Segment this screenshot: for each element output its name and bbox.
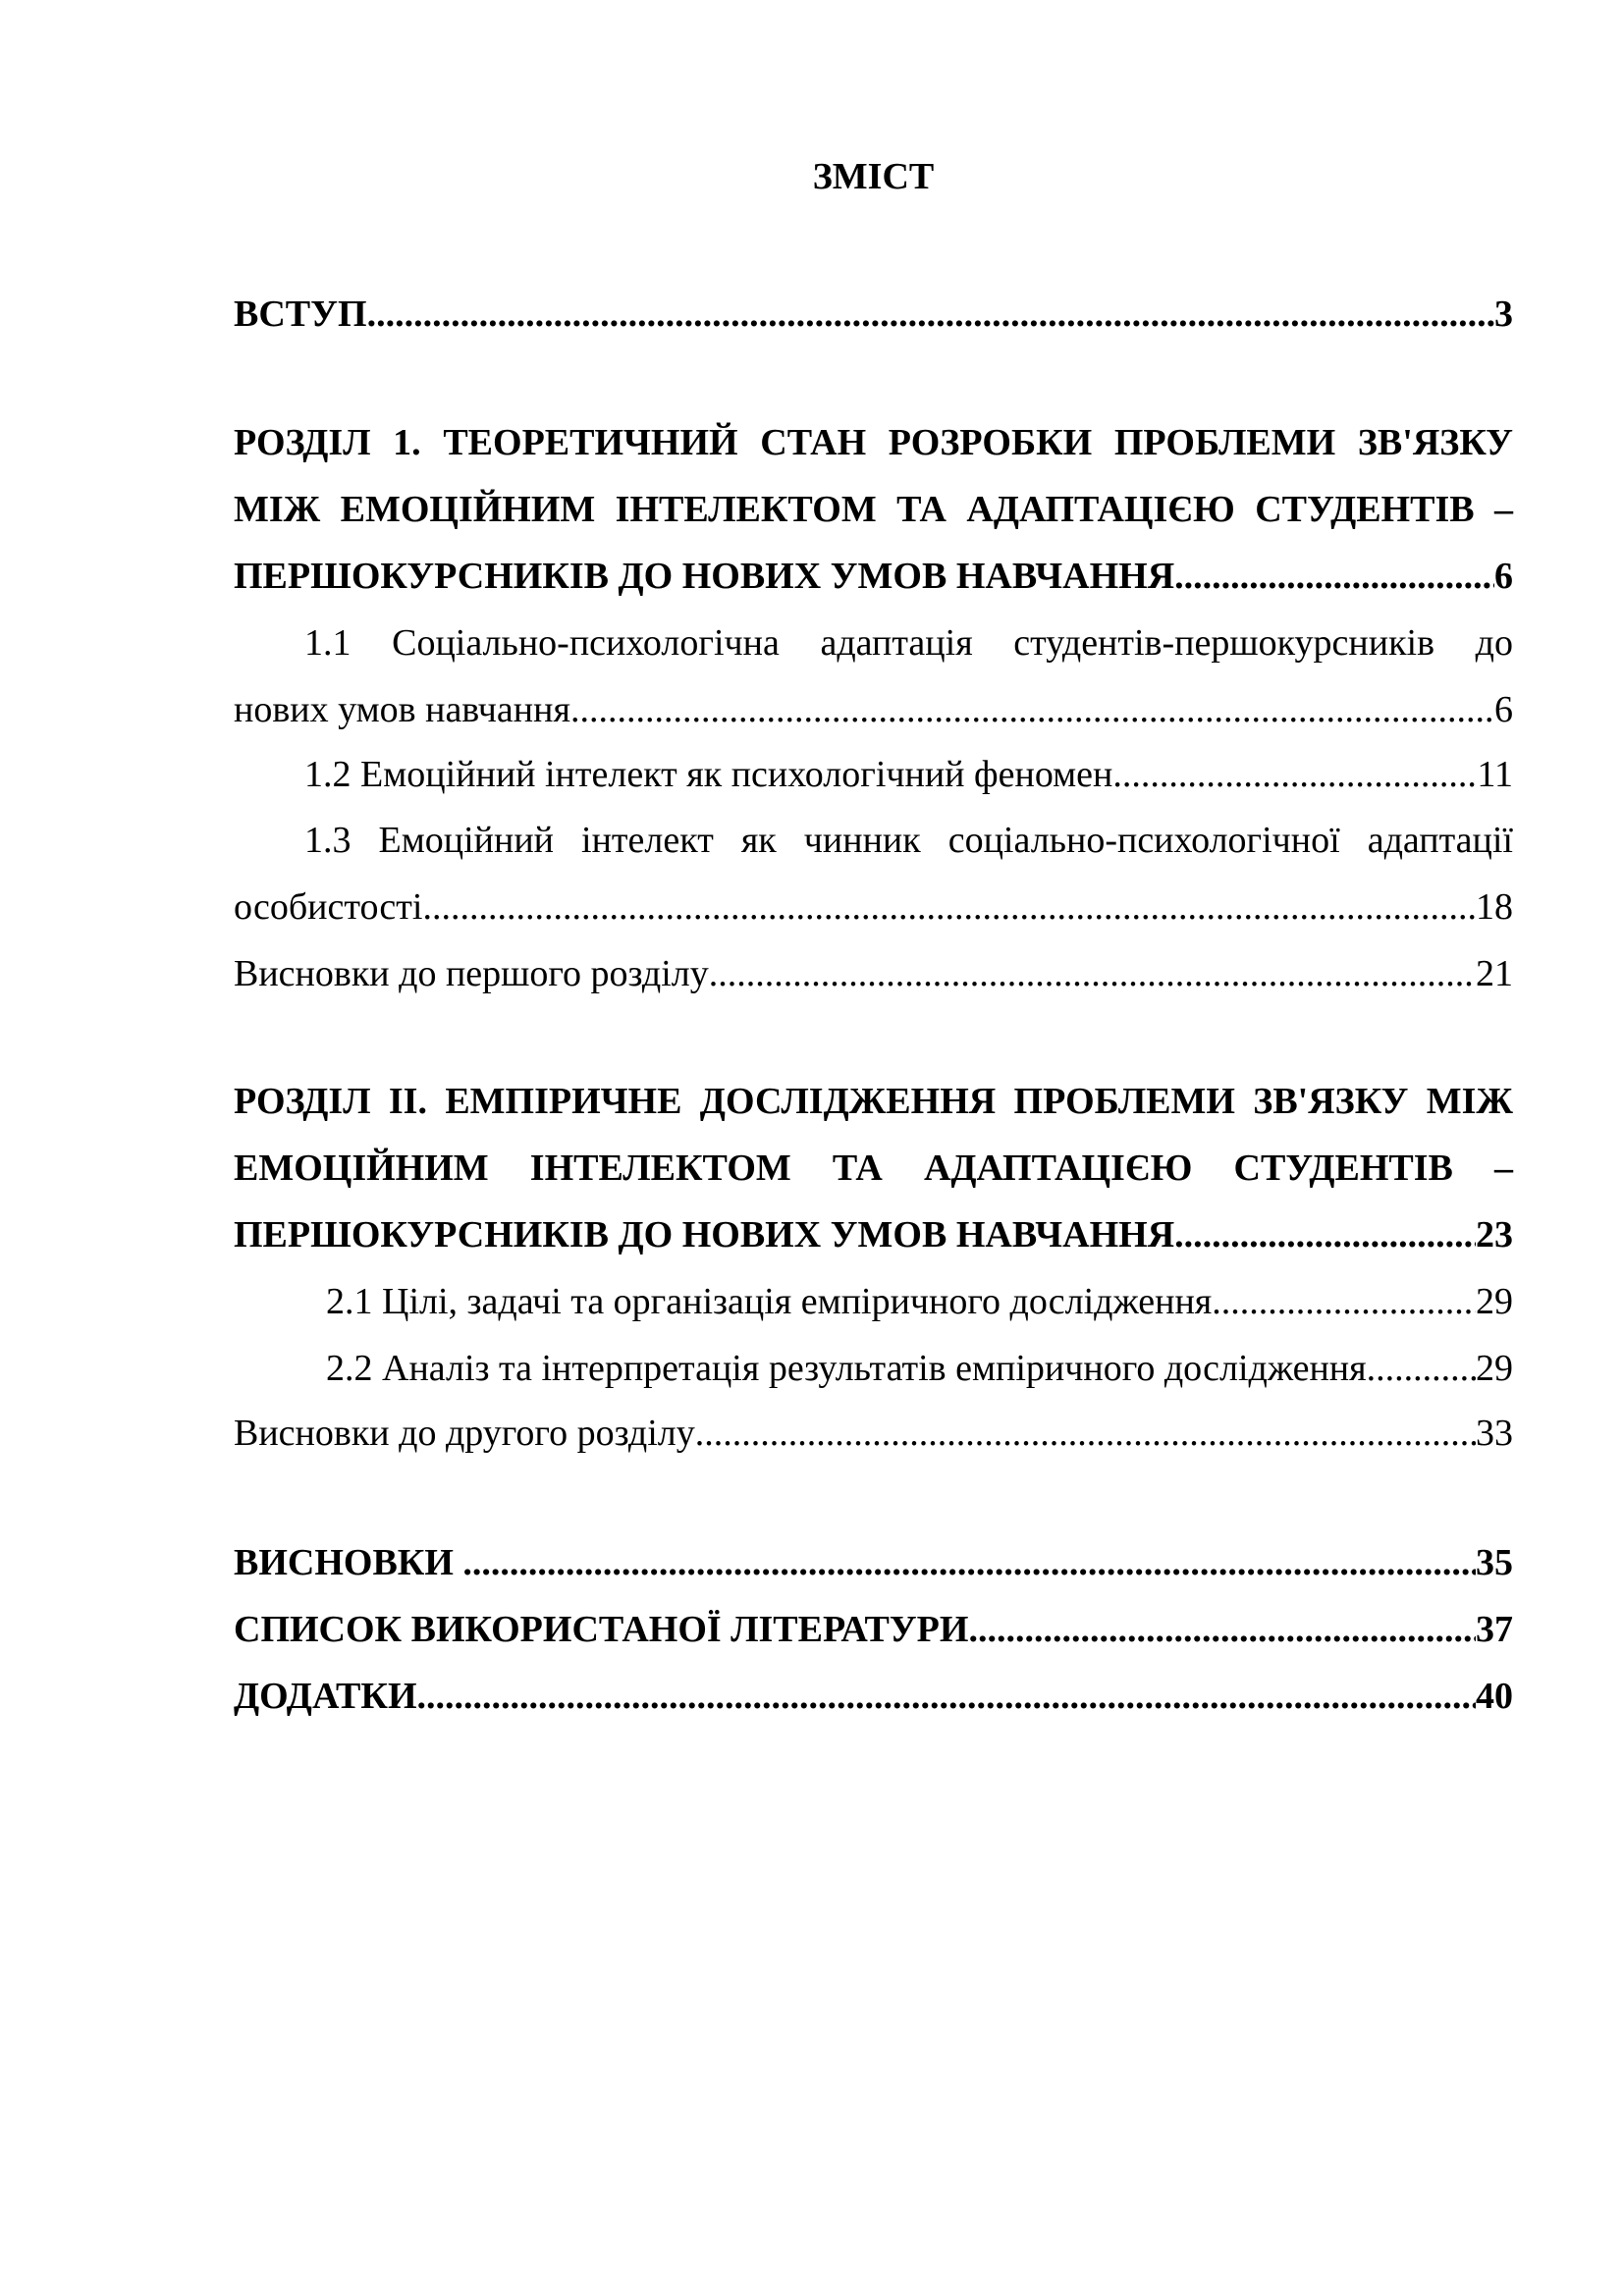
dot-leader	[367, 291, 1494, 338]
toc-entry-label: ВСТУП	[234, 294, 367, 335]
toc-entry-label: 2.1 Цілі, задачі та організація емпіричного дослідження	[326, 1281, 1213, 1322]
toc-page-number: 18	[1476, 886, 1513, 928]
dot-leader	[1212, 1278, 1476, 1325]
dot-leader	[695, 1410, 1476, 1457]
dot-leader	[1112, 751, 1477, 798]
toc-chapter1-line1[interactable]: РОЗДІЛ 1. ТЕОРЕТИЧНИЙ СТАН РОЗРОБКИ ПРОБЛЕМИ ЗВ'ЯЗКУ	[234, 422, 1513, 463]
toc-chapter2-line1[interactable]: РОЗДІЛ ІІ. ЕМПІРИЧНЕ ДОСЛІДЖЕННЯ ПРОБЛЕМИ ЗВ'ЯЗКУ МІЖ	[234, 1081, 1513, 1122]
toc-page-number: 37	[1476, 1609, 1513, 1650]
dot-leader	[968, 1606, 1476, 1653]
toc-entry-label: Висновки до другого розділу	[234, 1413, 695, 1454]
toc-entry-label: ПЕРШОКУРСНИКІВ ДО НОВИХ УМОВ НАВЧАННЯ	[234, 556, 1175, 597]
toc-section-1-2[interactable]	[304, 751, 1513, 798]
toc-section-1-3-line1[interactable]: 1.3 Емоційний інтелект як чинник соціально-психологічної адаптації	[304, 820, 1513, 861]
toc-page-number: 35	[1476, 1542, 1513, 1583]
toc-page-number: 23	[1476, 1214, 1513, 1255]
toc-entry-label: 1.2 Емоційний інтелект як психологічний феномен	[304, 754, 1113, 795]
page-title: ЗМІСТ	[812, 156, 935, 197]
toc-chapter1-conclusions[interactable]	[234, 950, 1513, 997]
toc-page-number: 11	[1477, 754, 1513, 795]
toc-entry-label: СПИСОК ВИКОРИСТАНОЇ ЛІТЕРАТУРИ	[234, 1609, 969, 1650]
dot-leader	[1367, 1345, 1476, 1392]
toc-page-number: 33	[1476, 1413, 1513, 1454]
toc-entry-label: нових умов навчання	[234, 689, 570, 730]
toc-entry-label: Висновки до першого розділу	[234, 953, 709, 994]
dot-leader	[417, 1673, 1476, 1720]
toc-section-1-3-line2[interactable]	[234, 883, 1513, 931]
toc-entry-references[interactable]	[234, 1606, 1513, 1653]
dot-leader	[1174, 553, 1494, 600]
toc-page-number: 40	[1476, 1676, 1513, 1717]
toc-entry-label: особистості	[234, 886, 423, 928]
dot-leader	[462, 1539, 1476, 1586]
toc-page-number: 6	[1494, 556, 1513, 597]
toc-section-2-1[interactable]	[326, 1278, 1513, 1325]
toc-entry-label: ПЕРШОКУРСНИКІВ ДО НОВИХ УМОВ НАВЧАННЯ	[234, 1214, 1175, 1255]
toc-page-number: 29	[1476, 1348, 1513, 1389]
toc-chapter2-line2[interactable]: ЕМОЦІЙНИМ ІНТЕЛЕКТОМ ТА АДАПТАЦІЄЮ СТУДЕНТІВ –	[234, 1148, 1513, 1189]
toc-chapter1-line3[interactable]	[234, 553, 1513, 600]
toc-page-number: 6	[1494, 689, 1513, 730]
toc-entry-appendices[interactable]	[234, 1673, 1513, 1720]
toc-section-1-1-line2[interactable]	[234, 686, 1513, 733]
toc-entry-label: 2.2 Аналіз та інтерпретація результатів емпіричного дослідження	[326, 1348, 1367, 1389]
dot-leader	[570, 686, 1494, 733]
toc-section-2-2[interactable]	[326, 1345, 1513, 1392]
dot-leader	[422, 883, 1476, 931]
toc-entry-intro[interactable]	[234, 291, 1513, 338]
dot-leader	[1174, 1211, 1476, 1258]
dot-leader	[709, 950, 1476, 997]
toc-entry-conclusions[interactable]	[234, 1539, 1513, 1586]
toc-chapter2-conclusions[interactable]	[234, 1410, 1513, 1457]
toc-page-number: 3	[1494, 294, 1513, 335]
toc-page-number: 29	[1476, 1281, 1513, 1322]
toc-chapter1-line2[interactable]: МІЖ ЕМОЦІЙНИМ ІНТЕЛЕКТОМ ТА АДАПТАЦІЄЮ СТУДЕНТІВ –	[234, 489, 1513, 530]
toc-page-number: 21	[1476, 953, 1513, 994]
toc-section-1-1-line1[interactable]: 1.1 Соціально-психологічна адаптація студентів-першокурсників до	[304, 622, 1513, 664]
toc-chapter2-line3[interactable]	[234, 1211, 1513, 1258]
toc-entry-label: ДОДАТКИ	[234, 1676, 417, 1717]
toc-entry-label: ВИСНОВКИ	[234, 1542, 463, 1583]
